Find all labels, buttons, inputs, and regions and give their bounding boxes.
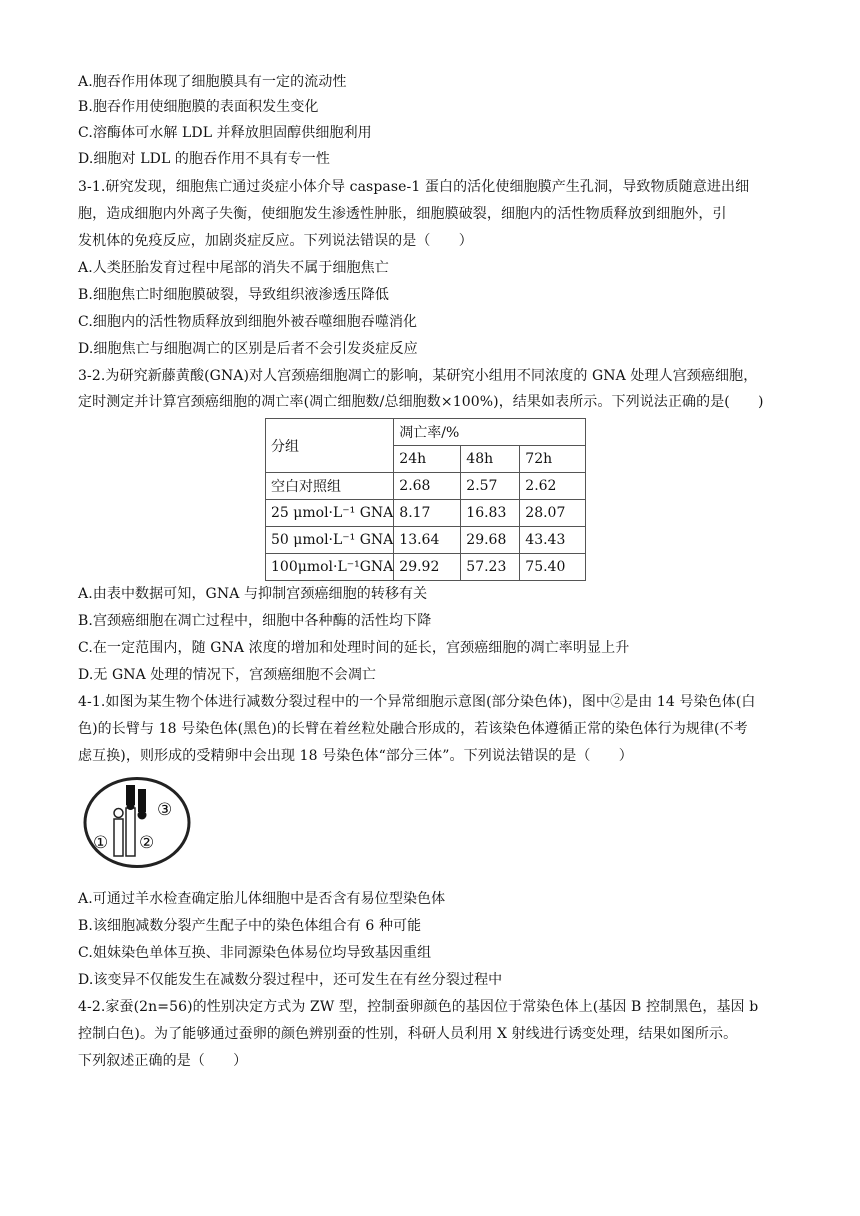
table-row <box>266 527 586 554</box>
table-header-group: 分组 <box>266 419 394 473</box>
text-line: C.在一定范围内，随 GNA 浓度的增加和处理时间的延长，宫颈癌细胞的凋亡率明显上升 <box>78 640 630 656</box>
table-cell: 75.40 <box>520 554 586 581</box>
table-cell-group: 100μmol·L⁻¹GNA <box>266 554 394 581</box>
figure-label-2: ② <box>139 833 155 853</box>
cell-outline <box>85 779 189 867</box>
table-cell: 2.57 <box>461 473 520 500</box>
text-line: A.胞吞作用体现了细胞膜具有一定的流动性 <box>78 74 347 90</box>
chromosome-3-centromere <box>138 811 147 820</box>
table-cell: 2.62 <box>520 473 586 500</box>
text-line: 发机体的免疫反应，加剧炎症反应。下列说法错误的是（ ） <box>78 233 473 249</box>
table-cell: 2.68 <box>394 473 461 500</box>
text-line: D.细胞对 LDL 的胞吞作用不具有专一性 <box>78 151 330 167</box>
text-line: 4-2.家蚕(2n=56)的性别决定方式为 ZW 型，控制蚕卵颜色的基因位于常染色体上(基因 B 控制黑色，基因 b <box>78 999 759 1015</box>
table-cell: 29.68 <box>461 527 520 554</box>
text-line: 控制白色)。为了能够通过蚕卵的颜色辨别蚕的性别，科研人员利用 X 射线进行诱变处理，结果如图所示。 <box>78 1026 738 1042</box>
text-line: D.无 GNA 处理的情况下，宫颈癌细胞不会凋亡 <box>78 667 377 683</box>
table-cell: 13.64 <box>394 527 461 554</box>
figure-label-3: ③ <box>157 800 173 820</box>
text-line: A.人类胚胎发育过程中尾部的消失不属于细胞焦亡 <box>78 260 389 276</box>
table-cell-group: 空白对照组 <box>266 473 394 500</box>
text-line: 下列叙述正确的是（ ） <box>78 1053 248 1069</box>
apoptosis-rate-table <box>265 418 586 581</box>
text-line: B.胞吞作用使细胞膜的表面积发生变化 <box>78 99 319 115</box>
text-line: 3-1.研究发现，细胞焦亡通过炎症小体介导 caspase-1 蛋白的活化使细胞膜产生孔洞，导致物质随意进出细 <box>78 179 750 195</box>
table-row <box>266 554 586 581</box>
text-line: 色)的长臂与 18 号染色体(黑色)的长臂在着丝粒处融合形成的，若该染色体遵循正常的染色体行为规律(不考 <box>78 721 748 737</box>
table-header-time: 72h <box>520 446 586 473</box>
table-row <box>266 500 586 527</box>
text-line: B.细胞焦亡时细胞膜破裂，导致组织液渗透压降低 <box>78 287 390 303</box>
chromosome-figure <box>82 775 192 870</box>
chromosome-2-centromere <box>127 802 135 810</box>
text-line: B.该细胞减数分裂产生配子中的染色体组合有 6 种可能 <box>78 918 422 934</box>
text-line: 定时测定并计算宫颈癌细胞的凋亡率(凋亡细胞数/总细胞数×100%)，结果如表所示。下列说法正确的是( ) <box>78 394 764 410</box>
text-line: D.该变异不仅能发生在减数分裂过程中，还可发生在有丝分裂过程中 <box>78 972 503 988</box>
text-line: 4-1.如图为某生物个体进行减数分裂过程中的一个异常细胞示意图(部分染色体)，图中②是由 14 号染色体(白 <box>78 694 756 710</box>
table-cell-group: 50 μmol·L⁻¹ GNA <box>266 527 394 554</box>
table-row <box>266 473 586 500</box>
table-cell-group: 25 μmol·L⁻¹ GNA <box>266 500 394 527</box>
text-line: 胞，造成细胞内外离子失衡，使细胞发生渗透性肿胀，细胞膜破裂，细胞内的活性物质释放到细胞外，引 <box>78 206 727 222</box>
chromosome-2-white-arm <box>126 808 135 856</box>
chromosome-3 <box>138 789 146 812</box>
text-line: A.由表中数据可知，GNA 与抑制宫颈癌细胞的转移有关 <box>78 586 428 602</box>
table-cell: 16.83 <box>461 500 520 527</box>
table-cell: 28.07 <box>520 500 586 527</box>
text-line: C.细胞内的活性物质释放到细胞外被吞噬细胞吞噬消化 <box>78 314 418 330</box>
table-cell: 8.17 <box>394 500 461 527</box>
chromosome-1 <box>114 819 123 856</box>
table-cell: 57.23 <box>461 554 520 581</box>
table-cell: 43.43 <box>520 527 586 554</box>
text-line: D.细胞焦亡与细胞凋亡的区别是后者不会引发炎症反应 <box>78 341 418 357</box>
text-line: C.姐妹染色单体互换、非同源染色体易位均导致基因重组 <box>78 945 432 961</box>
table-header-time: 24h <box>394 446 461 473</box>
table-cell: 29.92 <box>394 554 461 581</box>
chromosome-1-centromere <box>114 809 123 818</box>
text-line: C.溶酶体可水解 LDL 并释放胆固醇供细胞利用 <box>78 125 372 141</box>
table-header-time: 48h <box>461 446 520 473</box>
text-line: B.宫颈癌细胞在凋亡过程中，细胞中各种酶的活性均下降 <box>78 613 432 629</box>
table-header-rate: 凋亡率/% <box>394 419 586 446</box>
text-line: A.可通过羊水检查确定胎儿体细胞中是否含有易位型染色体 <box>78 891 446 907</box>
text-line: 虑互换)，则形成的受精卵中会出现 18 号染色体“部分三体”。下列说法错误的是（ ） <box>78 748 633 764</box>
figure-label-1: ① <box>93 833 109 853</box>
text-line: 3-2.为研究新藤黄酸(GNA)对人宫颈癌细胞凋亡的影响，某研究小组用不同浓度的 GNA 处理人宫颈癌细胞， <box>78 368 758 384</box>
